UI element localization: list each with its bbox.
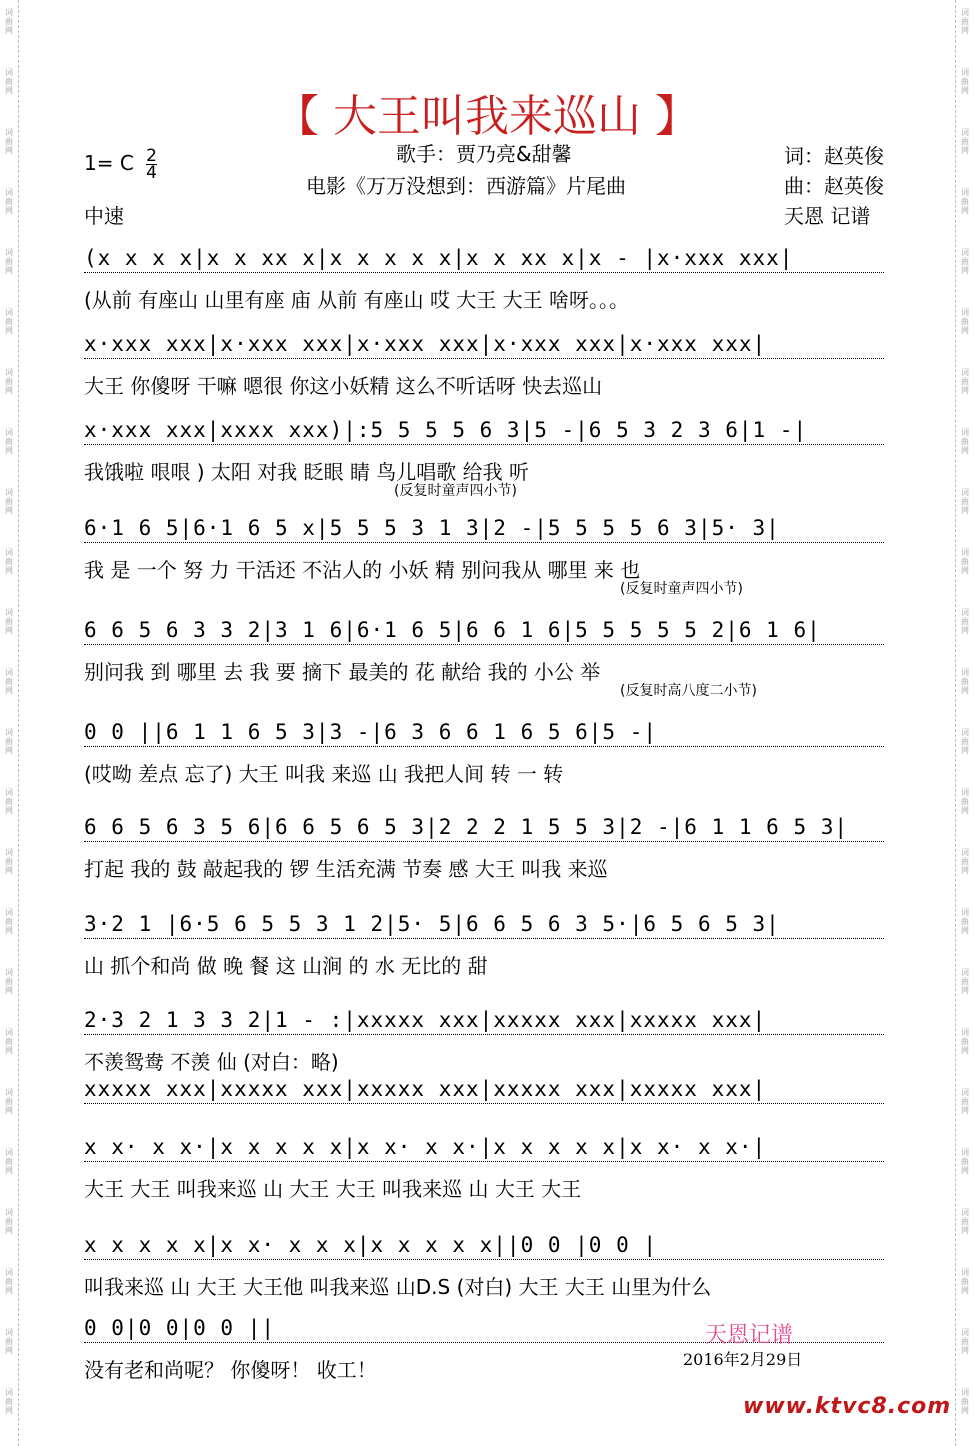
watermark-text: 词 曲 网 [961, 428, 969, 455]
right-margin-strip [955, 0, 974, 1446]
watermark-text: 词 曲 网 [5, 668, 13, 695]
watermark-text: 词 曲 网 [5, 1268, 13, 1295]
watermark-text: 词 曲 网 [961, 668, 969, 695]
score-system [84, 516, 894, 596]
lyricist: 词：赵英俊 [784, 144, 884, 168]
transcriber: 天恩 记谱 [784, 204, 871, 228]
watermark-text: 词 曲 网 [961, 308, 969, 335]
lyric-line: (从前 有座山 山里有座 庙 从前 有座山 哎 大王 大王 啥呀。。。 [84, 288, 630, 312]
watermark-text: 词 曲 网 [5, 1028, 13, 1055]
notation-line: 6·1 6 5|6·1 6 5 x|5 5 5 3 1 3|2 -|5 5 5 5 6 3|5· 3| [84, 516, 780, 540]
composer: 曲：赵英俊 [784, 174, 884, 198]
watermark-text: 词 曲 网 [5, 428, 13, 455]
score-system [84, 815, 894, 895]
watermark-text: 词 曲 网 [5, 788, 13, 815]
watermark-text: 词 曲 网 [5, 8, 13, 35]
notation-line: x x x x x|x x· x x x|x x x x x||0 0 |0 0 | [84, 1233, 658, 1257]
watermark-text: 词 曲 网 [961, 188, 969, 215]
watermark-text: 词 曲 网 [5, 308, 13, 335]
score-system [84, 1135, 894, 1215]
lyric-line: (哎呦 差点 忘了) 大王 叫我 来巡 山 我把人间 转 一 转 [84, 762, 564, 786]
watermark-text: 词 曲 网 [961, 1328, 969, 1355]
watermark-text: 词 曲 网 [5, 1148, 13, 1175]
notation-line: xxxxx xxx|xxxxx xxx|xxxxx xxx|xxxxx xxx|xxxxx xxx| [84, 1077, 767, 1101]
repeat-annotation: (反复时高八度二小节) [620, 683, 757, 699]
left-margin-strip [0, 0, 19, 1446]
watermark-text: 词 曲 网 [5, 728, 13, 755]
watermark-text: 词 曲 网 [5, 608, 13, 635]
watermark-text: 词 曲 网 [961, 68, 969, 95]
lyric-line: 打起 我的 鼓 敲起我的 锣 生活充满 节奏 感 大王 叫我 来巡 [84, 857, 608, 881]
watermark-text: 词 曲 网 [5, 968, 13, 995]
score-system [84, 246, 894, 326]
website-logo: www.ktvc8.com [743, 1394, 952, 1419]
watermark-text: 词 曲 网 [961, 908, 969, 935]
lyric-line: 我饿啦 哏哏 ) 太阳 对我 眨眼 睛 鸟儿唱歌 给我 听 [84, 460, 530, 484]
notation-line: x x· x x·|x x x x x|x x· x x·|x x x x x|x x· x x·| [84, 1135, 767, 1159]
lyric-line: 我 是 一个 努 力 干活还 不沾人的 小妖 精 别问我从 哪里 来 也 [84, 558, 641, 582]
key-label: 1= C [84, 151, 134, 175]
time-numerator: 2 [146, 146, 157, 166]
beam-underline [84, 1259, 884, 1260]
notation-line: 0 0|0 0|0 0 || [84, 1316, 276, 1340]
time-signature [146, 148, 157, 181]
watermark-text: 词 曲 网 [5, 368, 13, 395]
tempo: 中速 [84, 204, 124, 228]
watermark-text: 词 曲 网 [961, 1088, 969, 1115]
signature-stamp: 天恩记谱 [705, 1323, 794, 1348]
watermark-text: 词 曲 网 [961, 848, 969, 875]
key-signature [84, 148, 157, 181]
watermark-text: 词 曲 网 [961, 1148, 969, 1175]
score-system [84, 1008, 894, 1088]
notation-line: 6 6 5 6 3 3 2|3 1 6|6·1 6 5|6 6 1 6|5 5 5 5 5 2|6 1 6| [84, 618, 821, 642]
watermark-text: 词 曲 网 [961, 128, 969, 155]
time-denominator: 4 [146, 163, 157, 183]
watermark-text: 词 曲 网 [5, 128, 13, 155]
beam-underline [84, 938, 884, 939]
song-title: 【 大王叫我来巡山 】 [275, 91, 699, 142]
beam-underline [84, 542, 884, 543]
beam-underline [84, 841, 884, 842]
watermark-text: 词 曲 网 [961, 968, 969, 995]
beam-underline [84, 444, 884, 445]
notation-line: (x x x x|x x xx x|x x x x x|x x xx x|x - |x·xxx xxx| [84, 246, 794, 270]
score-system [84, 418, 894, 498]
lyric-line: 山 抓个和尚 做 晚 餐 这 山涧 的 水 无比的 甜 [84, 954, 488, 978]
notation-line: 0 0 ||6 1 1 6 5 3|3 -|6 3 6 6 1 6 5 6|5 -| [84, 720, 658, 744]
notation-line: 6 6 5 6 3 5 6|6 6 5 6 5 3|2 2 2 1 5 5 3|2 -|6 1 1 6 5 3| [84, 815, 849, 839]
beam-underline [84, 1161, 884, 1162]
watermark-text: 词 曲 网 [5, 188, 13, 215]
repeat-annotation: (反复时童声四小节) [394, 483, 517, 499]
watermark-text: 词 曲 网 [5, 1208, 13, 1235]
watermark-text: 词 曲 网 [5, 1388, 13, 1415]
notation-line: x·xxx xxx|xxxx xxx)|:5 5 5 5 6 3|5 -|6 5 3 2 3 6|1 -| [84, 418, 808, 442]
watermark-text: 词 曲 网 [961, 248, 969, 275]
repeat-annotation: (反复时童声四小节) [620, 581, 743, 597]
watermark-text: 词 曲 网 [5, 848, 13, 875]
lyric-line: 没有老和尚呢？ 你傻呀！ 收工！ [84, 1358, 377, 1382]
watermark-text: 词 曲 网 [5, 1328, 13, 1355]
film-source: 电影《万万没想到：西游篇》片尾曲 [306, 174, 626, 198]
watermark-text: 词 曲 网 [961, 1268, 969, 1295]
watermark-text: 词 曲 网 [5, 248, 13, 275]
watermark-text: 词 曲 网 [961, 608, 969, 635]
watermark-text: 词 曲 网 [961, 488, 969, 515]
score-system [84, 912, 894, 992]
watermark-text: 词 曲 网 [5, 908, 13, 935]
score-system [84, 332, 894, 412]
watermark-text: 词 曲 网 [961, 1028, 969, 1055]
beam-underline [84, 1034, 884, 1035]
score-system [84, 618, 894, 698]
beam-underline [84, 358, 884, 359]
watermark-text: 词 曲 网 [961, 1208, 969, 1235]
beam-underline [84, 644, 884, 645]
watermark-text: 词 曲 网 [5, 488, 13, 515]
lyric-line: 大王 你傻呀 干嘛 嗯很 你这小妖精 这么不听话呀 快去巡山 [84, 374, 603, 398]
notation-line: x·xxx xxx|x·xxx xxx|x·xxx xxx|x·xxx xxx|x·xxx xxx| [84, 332, 767, 356]
watermark-text: 词 曲 网 [961, 1388, 969, 1415]
watermark-text: 词 曲 网 [5, 68, 13, 95]
watermark-text: 词 曲 网 [961, 788, 969, 815]
beam-underline [84, 746, 884, 747]
beam-underline [84, 272, 884, 273]
watermark-text: 词 曲 网 [5, 548, 13, 575]
transcription-date: 2016年2月29日 [683, 1350, 803, 1369]
watermark-text: 词 曲 网 [5, 1088, 13, 1115]
beam-underline [84, 1103, 884, 1104]
watermark-text: 词 曲 网 [961, 8, 969, 35]
watermark-text: 词 曲 网 [961, 368, 969, 395]
score-system [84, 720, 894, 800]
lyric-line: 不羡鸳鸯 不羡 仙 (对白：略) [84, 1050, 339, 1074]
score-system [84, 1233, 894, 1313]
singer: 歌手：贾乃亮&甜馨 [396, 142, 572, 166]
notation-line: 2·3 2 1 3 3 2|1 - :|xxxxx xxx|xxxxx xxx|xxxxx xxx| [84, 1008, 767, 1032]
watermark-text: 词 曲 网 [961, 728, 969, 755]
lyric-line: 叫我来巡 山 大王 大王他 叫我来巡 山D.S (对白) 大王 大王 山里为什么 [84, 1275, 712, 1299]
lyric-line: 大王 大王 叫我来巡 山 大王 大王 叫我来巡 山 大王 大王 [84, 1177, 582, 1201]
watermark-text: 词 曲 网 [961, 548, 969, 575]
notation-line: 3·2 1 |6·5 6 5 5 3 1 2|5· 5|6 6 5 6 3 5·|6 5 6 5 3| [84, 912, 780, 936]
lyric-line: 别问我 到 哪里 去 我 要 摘下 最美的 花 献给 我的 小公 举 [84, 660, 601, 684]
